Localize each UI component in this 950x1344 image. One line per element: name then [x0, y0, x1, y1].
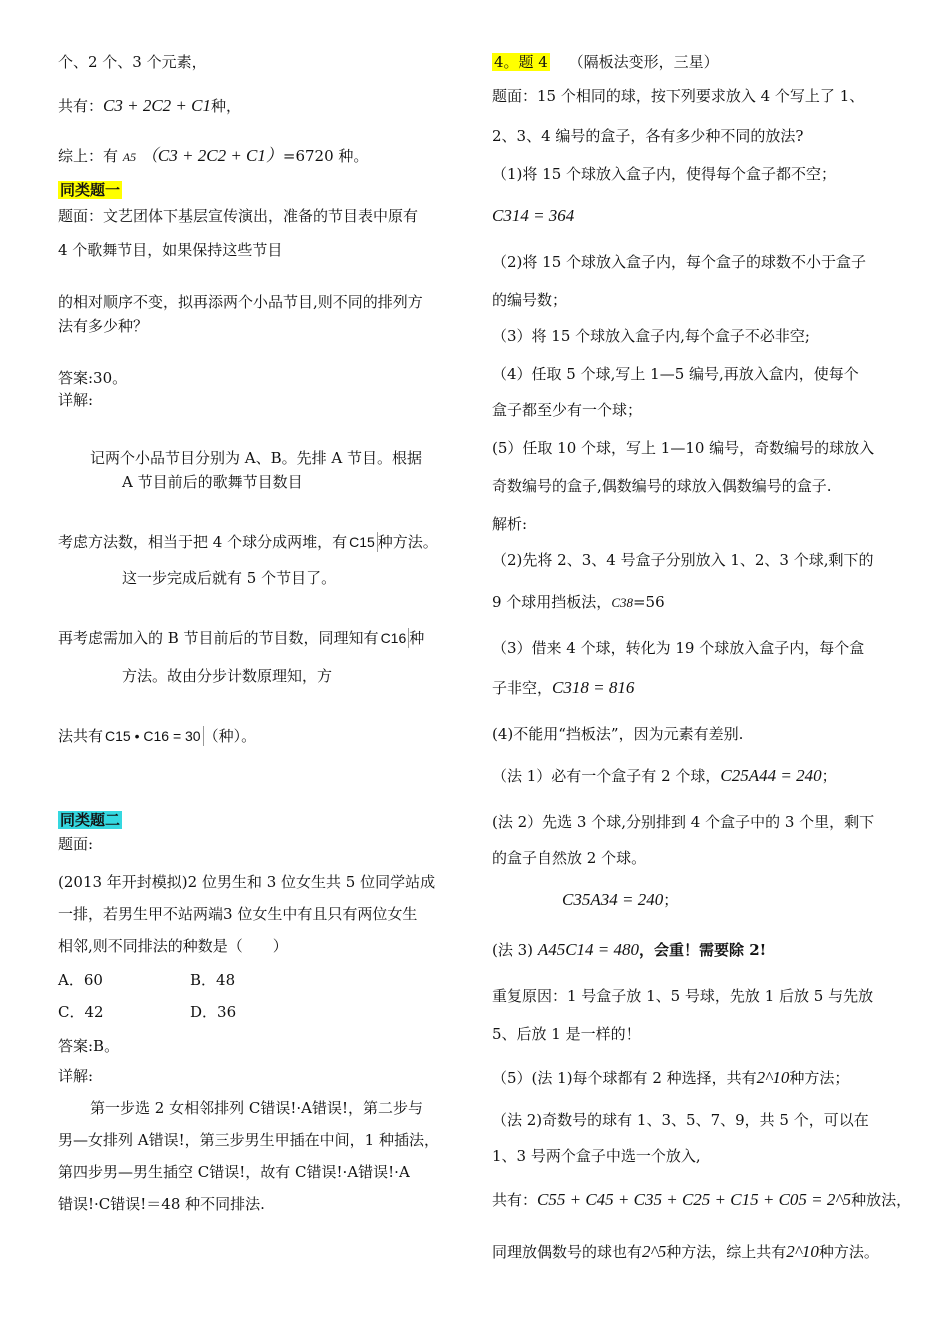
text-line: 一排，若男生甲不站两端3 位女生中有且只有两位女生 [58, 905, 418, 923]
text-line: 5、后放 1 是一样的！ [492, 1025, 641, 1043]
text-line: A 节目前后的歌舞节目数目 [122, 473, 303, 491]
text-line: 详解: [58, 391, 94, 409]
formula: 2^10 [786, 1242, 819, 1261]
text-fragment: 种 [409, 629, 425, 647]
option-d: D．36 [190, 1003, 237, 1021]
text-line [58, 532, 438, 552]
text-fragment: 9 个球用挡板法， [492, 593, 612, 611]
text-fragment: 法共有 [58, 727, 104, 745]
text-fragment: 种方法； [789, 1069, 850, 1087]
text-fragment: 种方法。 [377, 533, 438, 551]
text-fragment: 再考虑需加入的 B 节目前后的节目数，同理知有 [58, 629, 379, 647]
text-fragment: ； [663, 891, 679, 909]
text-fragment: 同理放偶数号的球也有 [492, 1243, 643, 1261]
text-fragment: （法 1）必有一个盒子有 2 个球， [492, 767, 721, 785]
text-fragment: 综上：有 [58, 147, 119, 165]
text-line: 相邻,则不同排法的种数是（ ） [58, 937, 288, 955]
text-fragment: (法 3) [492, 941, 534, 959]
text-line [58, 726, 256, 746]
text-line: 盒子都至少有一个球； [492, 401, 643, 419]
text-line: 的相对顺序不变，拟再添两个小品节目,则不同的排列方 [58, 293, 423, 311]
option-a: A．60 [58, 971, 103, 989]
text-line: (法 2）先选 3 个球,分别排到 4 个盒子中的 3 个里，剩下 [492, 813, 875, 831]
option-b: B．48 [190, 971, 236, 989]
text-line [492, 678, 634, 698]
text-fragment: （种）。 [203, 727, 257, 745]
text-line: (2013 年开封模拟)2 位男生和 3 位女生共 5 位同学站成 [58, 873, 436, 891]
text-line: （4）任取 5 个球,写上 1—5 编号,再放入盒内，使每个 [492, 365, 859, 383]
text-line: 重复原因：1 号盒子放 1、5 号球，先放 1 后放 5 与先放 [492, 987, 874, 1005]
text-line: 详解: [58, 1067, 94, 1085]
text-line: 的编号数； [492, 291, 568, 309]
formula-line [562, 890, 678, 910]
text-fragment: 种方法。 [818, 1243, 879, 1261]
text-line: 记两个小品节目分别为 A、B。先排 A 节目。根据 [90, 449, 422, 467]
section-heading [58, 180, 122, 200]
formula: A5 [122, 150, 137, 164]
text-line: (5）任取 10 个球，写上 1—10 编号，奇数编号的球放入 [492, 439, 875, 457]
text-line: 2、3、4 编号的盒子，各有多少种不同的放法? [492, 127, 804, 145]
text-line: （法 2)奇数号的球有 1、3、5、7、9，共 5 个，可以在 [492, 1111, 869, 1129]
text-line [58, 628, 424, 648]
text-fragment: 种方法，综上共有 [666, 1243, 787, 1261]
text-line: （2)先将 2、3、4 号盒子分别放入 1、2、3 个球,剩下的 [492, 551, 874, 569]
formula: C35A34 = 240 [562, 890, 664, 909]
text-fragment: 考虑方法数，相当于把 4 个球分成两堆，有 [58, 533, 348, 551]
text-fragment: 共有： [492, 1191, 538, 1209]
text-line: 1、3 号两个盒子中选一个放入, [492, 1147, 701, 1165]
text-line: （2)将 15 个球放入盒子内，每个盒子的球数不小于盒子 [492, 253, 867, 271]
text-line [58, 96, 241, 116]
text-line: (4)不能用“挡板法”，因为元素有差别. [492, 725, 744, 743]
formula-image: C15 • C16 = 30 [103, 726, 204, 746]
text-line: 男—女排列 A错误!，第三步男生甲插在中间，1 种插法， [58, 1131, 439, 1149]
text-line: 解析: [492, 515, 528, 533]
formula: A45C14 = 480 [537, 940, 640, 959]
text-line: 方法。故由分步计数原理知，方 [122, 667, 333, 685]
option-c: C．42 [58, 1003, 104, 1021]
text-line: 题面: [58, 835, 94, 853]
text-line: 第一步选 2 女相邻排列 C错误!·A错误!，第二步与 [90, 1099, 423, 1117]
highlight-label: 同类题二 [60, 811, 121, 829]
text-fragment: ，会重！需要除 2! [639, 941, 767, 959]
text-line: 的盒子自然放 2 个球。 [492, 849, 647, 867]
formula: 2^5 [642, 1242, 667, 1261]
answer-line: 答案:B。 [58, 1037, 120, 1055]
text-line: 奇数编号的盒子,偶数编号的球放入偶数编号的盒子. [492, 477, 832, 495]
formula-image: C16 [379, 628, 410, 648]
text-line [492, 940, 766, 960]
text-fragment: （隔板法变形，三星） [568, 53, 719, 71]
text-line [492, 1190, 911, 1210]
text-line: （1)将 15 个球放入盒子内，使得每个盒子都不空； [492, 165, 837, 183]
highlight-label: 同类题一 [60, 181, 121, 199]
formula: C25A44 = 240 [720, 766, 822, 785]
formula-text: C314 = 364 [492, 206, 575, 225]
text-line [58, 146, 368, 167]
text-line: 题面：15 个相同的球，按下列要求放入 4 个写上了 1、 [492, 87, 865, 105]
text-line [492, 592, 665, 613]
text-line: 第四步男—男生插空 C错误!，故有 C错误!·A错误!·A [58, 1163, 410, 1181]
formula: 2^10 [756, 1068, 790, 1087]
formula: C318 = 816 [552, 678, 635, 697]
text-line: （3）将 15 个球放入盒子内,每个盒子不必非空; [492, 327, 810, 345]
text-line [492, 1068, 849, 1088]
formula: C38 [611, 595, 633, 610]
text-fragment: 子非空， [492, 679, 553, 697]
text-fragment: （5）(法 1)每个球都有 2 种选择，共有 [492, 1069, 757, 1087]
section-heading [58, 810, 122, 830]
text-line: 这一步完成后就有 5 个节目了。 [122, 569, 337, 587]
text-line [492, 1242, 879, 1262]
text-line: 法有多少种？ [58, 317, 149, 335]
text-fragment: =56 [632, 593, 665, 611]
text-line: 个、2 个、3 个元素， [58, 53, 207, 71]
text-line: （3）借来 4 个球，转化为 19 个球放入盒子内，每个盒 [492, 639, 865, 657]
text-line [492, 766, 837, 786]
text-line: 错误!·C错误!＝48 种不同排法. [58, 1195, 265, 1213]
answer-line: 答案:30。 [58, 369, 128, 387]
formula: （C3 + 2C2 + C1） [140, 146, 283, 165]
text-line: 4 个歌舞节目，如果保持这些节目 [58, 241, 283, 259]
text-fragment: 种放法， [851, 1191, 912, 1209]
text-fragment: 共有： [58, 97, 104, 115]
text-fragment: 种， [210, 97, 241, 115]
formula: C3 + 2C2 + C1 [103, 96, 211, 115]
formula [492, 206, 574, 226]
text-line: 题面：文艺团体下基层宣传演出，准备的节目表中原有 [58, 207, 419, 225]
problem-title [492, 52, 719, 72]
formula-image: C15 [347, 532, 378, 552]
text-fragment: ； [821, 767, 837, 785]
highlight-label: 4。题 4 [494, 53, 548, 71]
text-fragment: =6720 种。 [282, 147, 369, 165]
formula: C55 + C45 + C35 + C25 + C15 + C05 = 2^5 [537, 1190, 852, 1209]
